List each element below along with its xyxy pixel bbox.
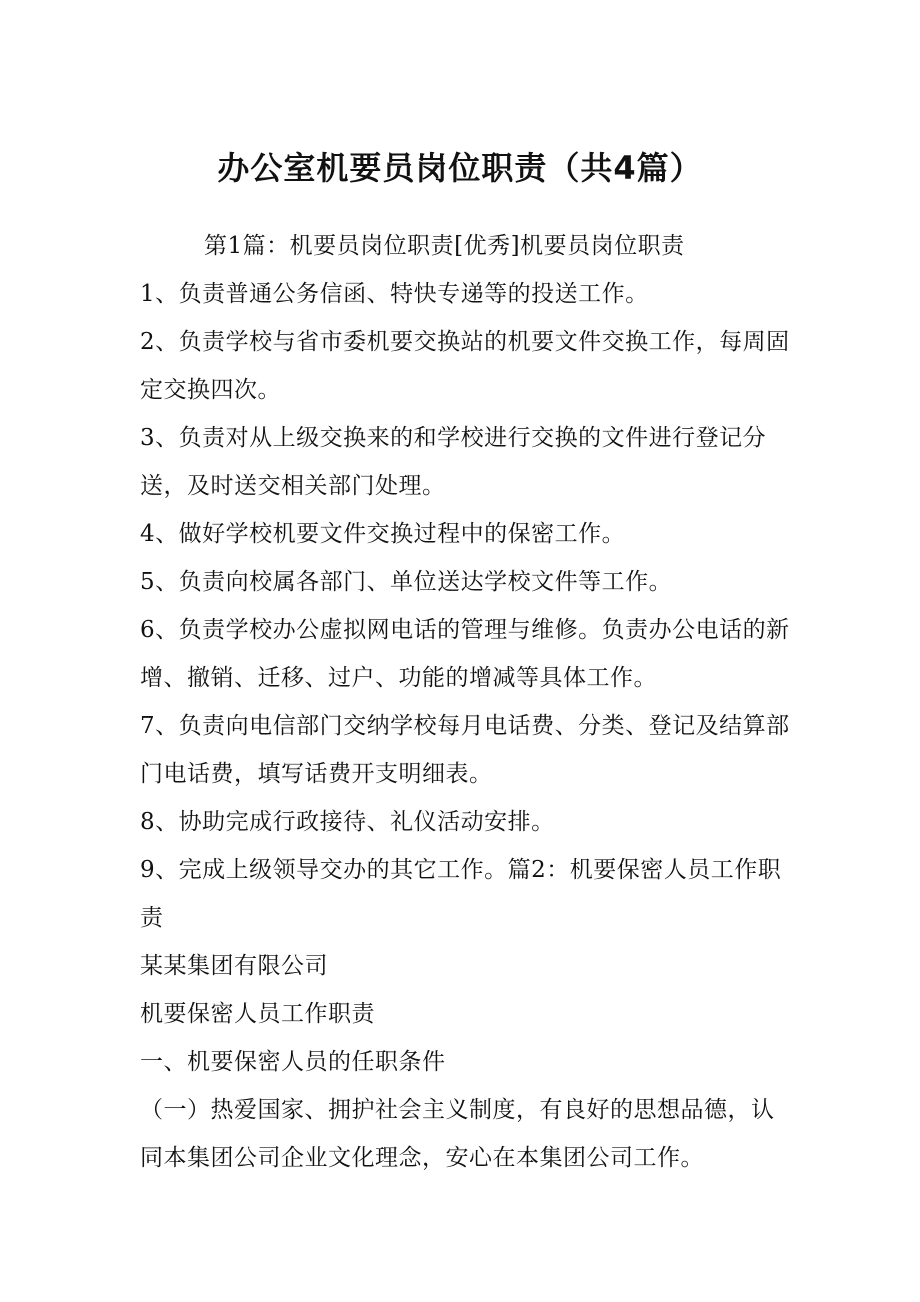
paragraph: 5、负责向校属各部门、单位送达学校文件等工作。 [140, 569, 673, 595]
section-heading: 第1篇：机要员岗位职责[优秀]机要员岗位职责 [204, 233, 685, 259]
paragraph: 2、负责学校与省市委机要交换站的机要文件交换工作，每周固定交换四次。 [140, 329, 790, 403]
paragraph: 某某集团有限公司 [140, 953, 328, 979]
paragraph: 8、协助完成行政接待、礼仪活动安排。 [140, 809, 555, 835]
paragraph: 机要保密人员工作职责 [140, 1001, 375, 1027]
paragraph: （一）热爱国家、拥护社会主义制度，有良好的思想品德，认同本集团公司企业文化理念，安心在本集团公司工作。 [140, 1097, 775, 1171]
paragraph: 9、完成上级领导交办的其它工作。篇2：机要保密人员工作职责 [140, 857, 782, 931]
paragraph: 3、负责对从上级交换来的和学校进行交换的文件进行登记分送，及时送交相关部门处理。 [140, 425, 767, 499]
paragraph: 7、负责向电信部门交纳学校每月电话费、分类、登记及结算部门电话费，填写话费开支明细表。 [140, 713, 790, 787]
paragraph: 4、做好学校机要文件交换过程中的保密工作。 [140, 521, 626, 547]
paragraph: 1、负责普通公务信函、特快专递等的投送工作。 [140, 281, 649, 307]
document-body [140, 222, 790, 1182]
paragraph: 一、机要保密人员的任职条件 [140, 1049, 446, 1075]
paragraph: 6、负责学校办公虚拟网电话的管理与维修。负责办公电话的新增、撤销、迁移、过户、功能的增减等具体工作。 [140, 617, 790, 691]
document-title: 办公室机要员岗位职责（共4篇） [217, 149, 703, 187]
